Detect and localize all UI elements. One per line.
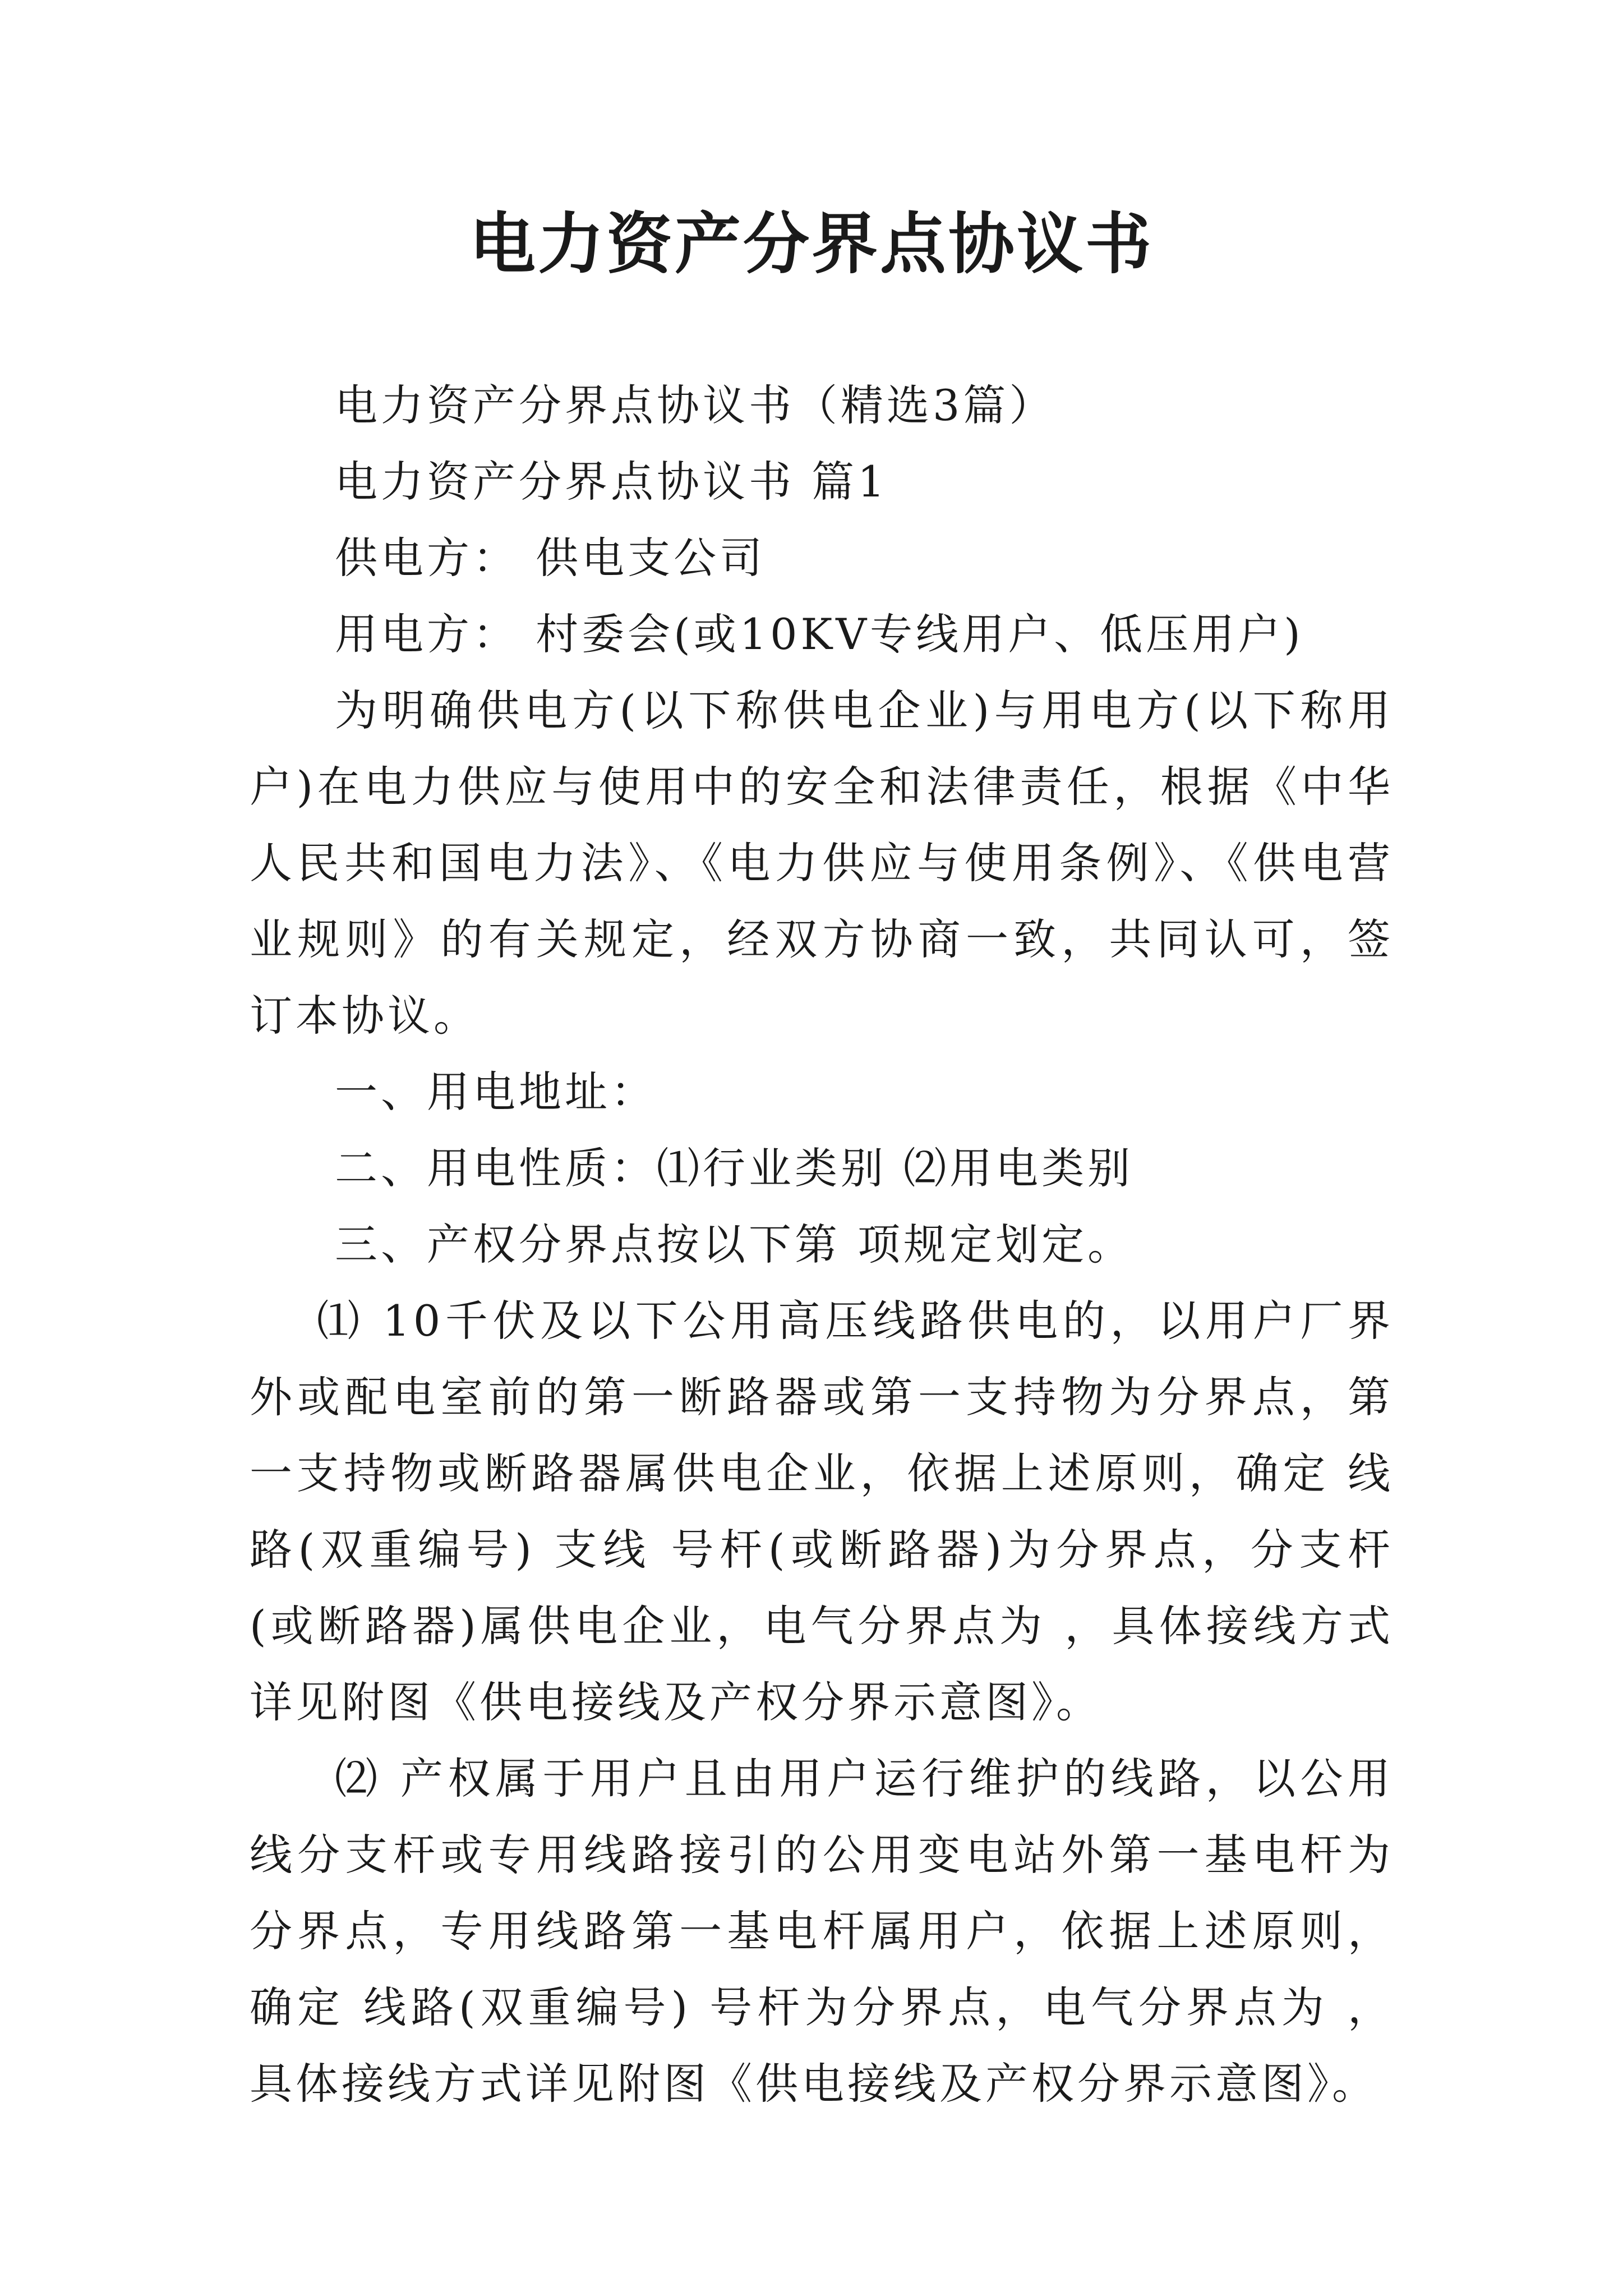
paragraph-item-2: ⑵ 产权属于用户且由用户运行维护的线路，以公用线分支杆或专用线路接引的公用变电站外第一基电杆为分界点，专用线路第一基电杆属用户，依据上述原则，确定 线路(双重编号) 号杆为分界点，电气分界点为 ，具体接线方式详见附图《供电接线及产权分界示意图》。 (250, 1754, 1394, 2109)
paragraph-preamble: 为明确供电方(以下称供电企业)与用电方(以下称用户)在电力供应与使用中的安全和法律责任，根据《中华人民共和国电力法》、《电力供应与使用条例》、《供电营业规则》的有关规定，经双方协商一致，共同认可，签订本协议。 (250, 685, 1394, 1041)
document-body (250, 367, 1394, 2122)
paragraph-item-1: ⑴ 10千伏及以下公用高压线路供电的，以用户厂界外或配电室前的第一断路器或第一支持物为分界点，第一支持物或断路器属供电企业，依据上述原则，确定 线路(双重编号) 支线 号杆(或断路器)为分界点，分支杆(或断路器)属供电企业，电气分界点为 ，具体接线方式详见附图《供电接线及产权分界示意图》。 (250, 1296, 1394, 1727)
paragraph-supplier: 供电方： 供电支公司 (335, 533, 766, 583)
paragraph-section-heading: 电力资产分界点协议书 篇1 (335, 457, 888, 507)
paragraph-clause-2: 二、用电性质：⑴行业类别 ⑵用电类别 (335, 1143, 1134, 1193)
document-title: 电力资产分界点协议书 (469, 205, 1154, 283)
paragraph-consumer: 用电方： 村委会(或10KV专线用户、低压用户) (335, 609, 1304, 659)
paragraph-subtitle: 电力资产分界点协议书（精选3篇） (335, 380, 1055, 430)
paragraph-clause-3: 三、产权分界点按以下第 项规定划定。 (335, 1220, 1134, 1269)
paragraph-clause-1: 一、用电地址： (335, 1067, 657, 1117)
